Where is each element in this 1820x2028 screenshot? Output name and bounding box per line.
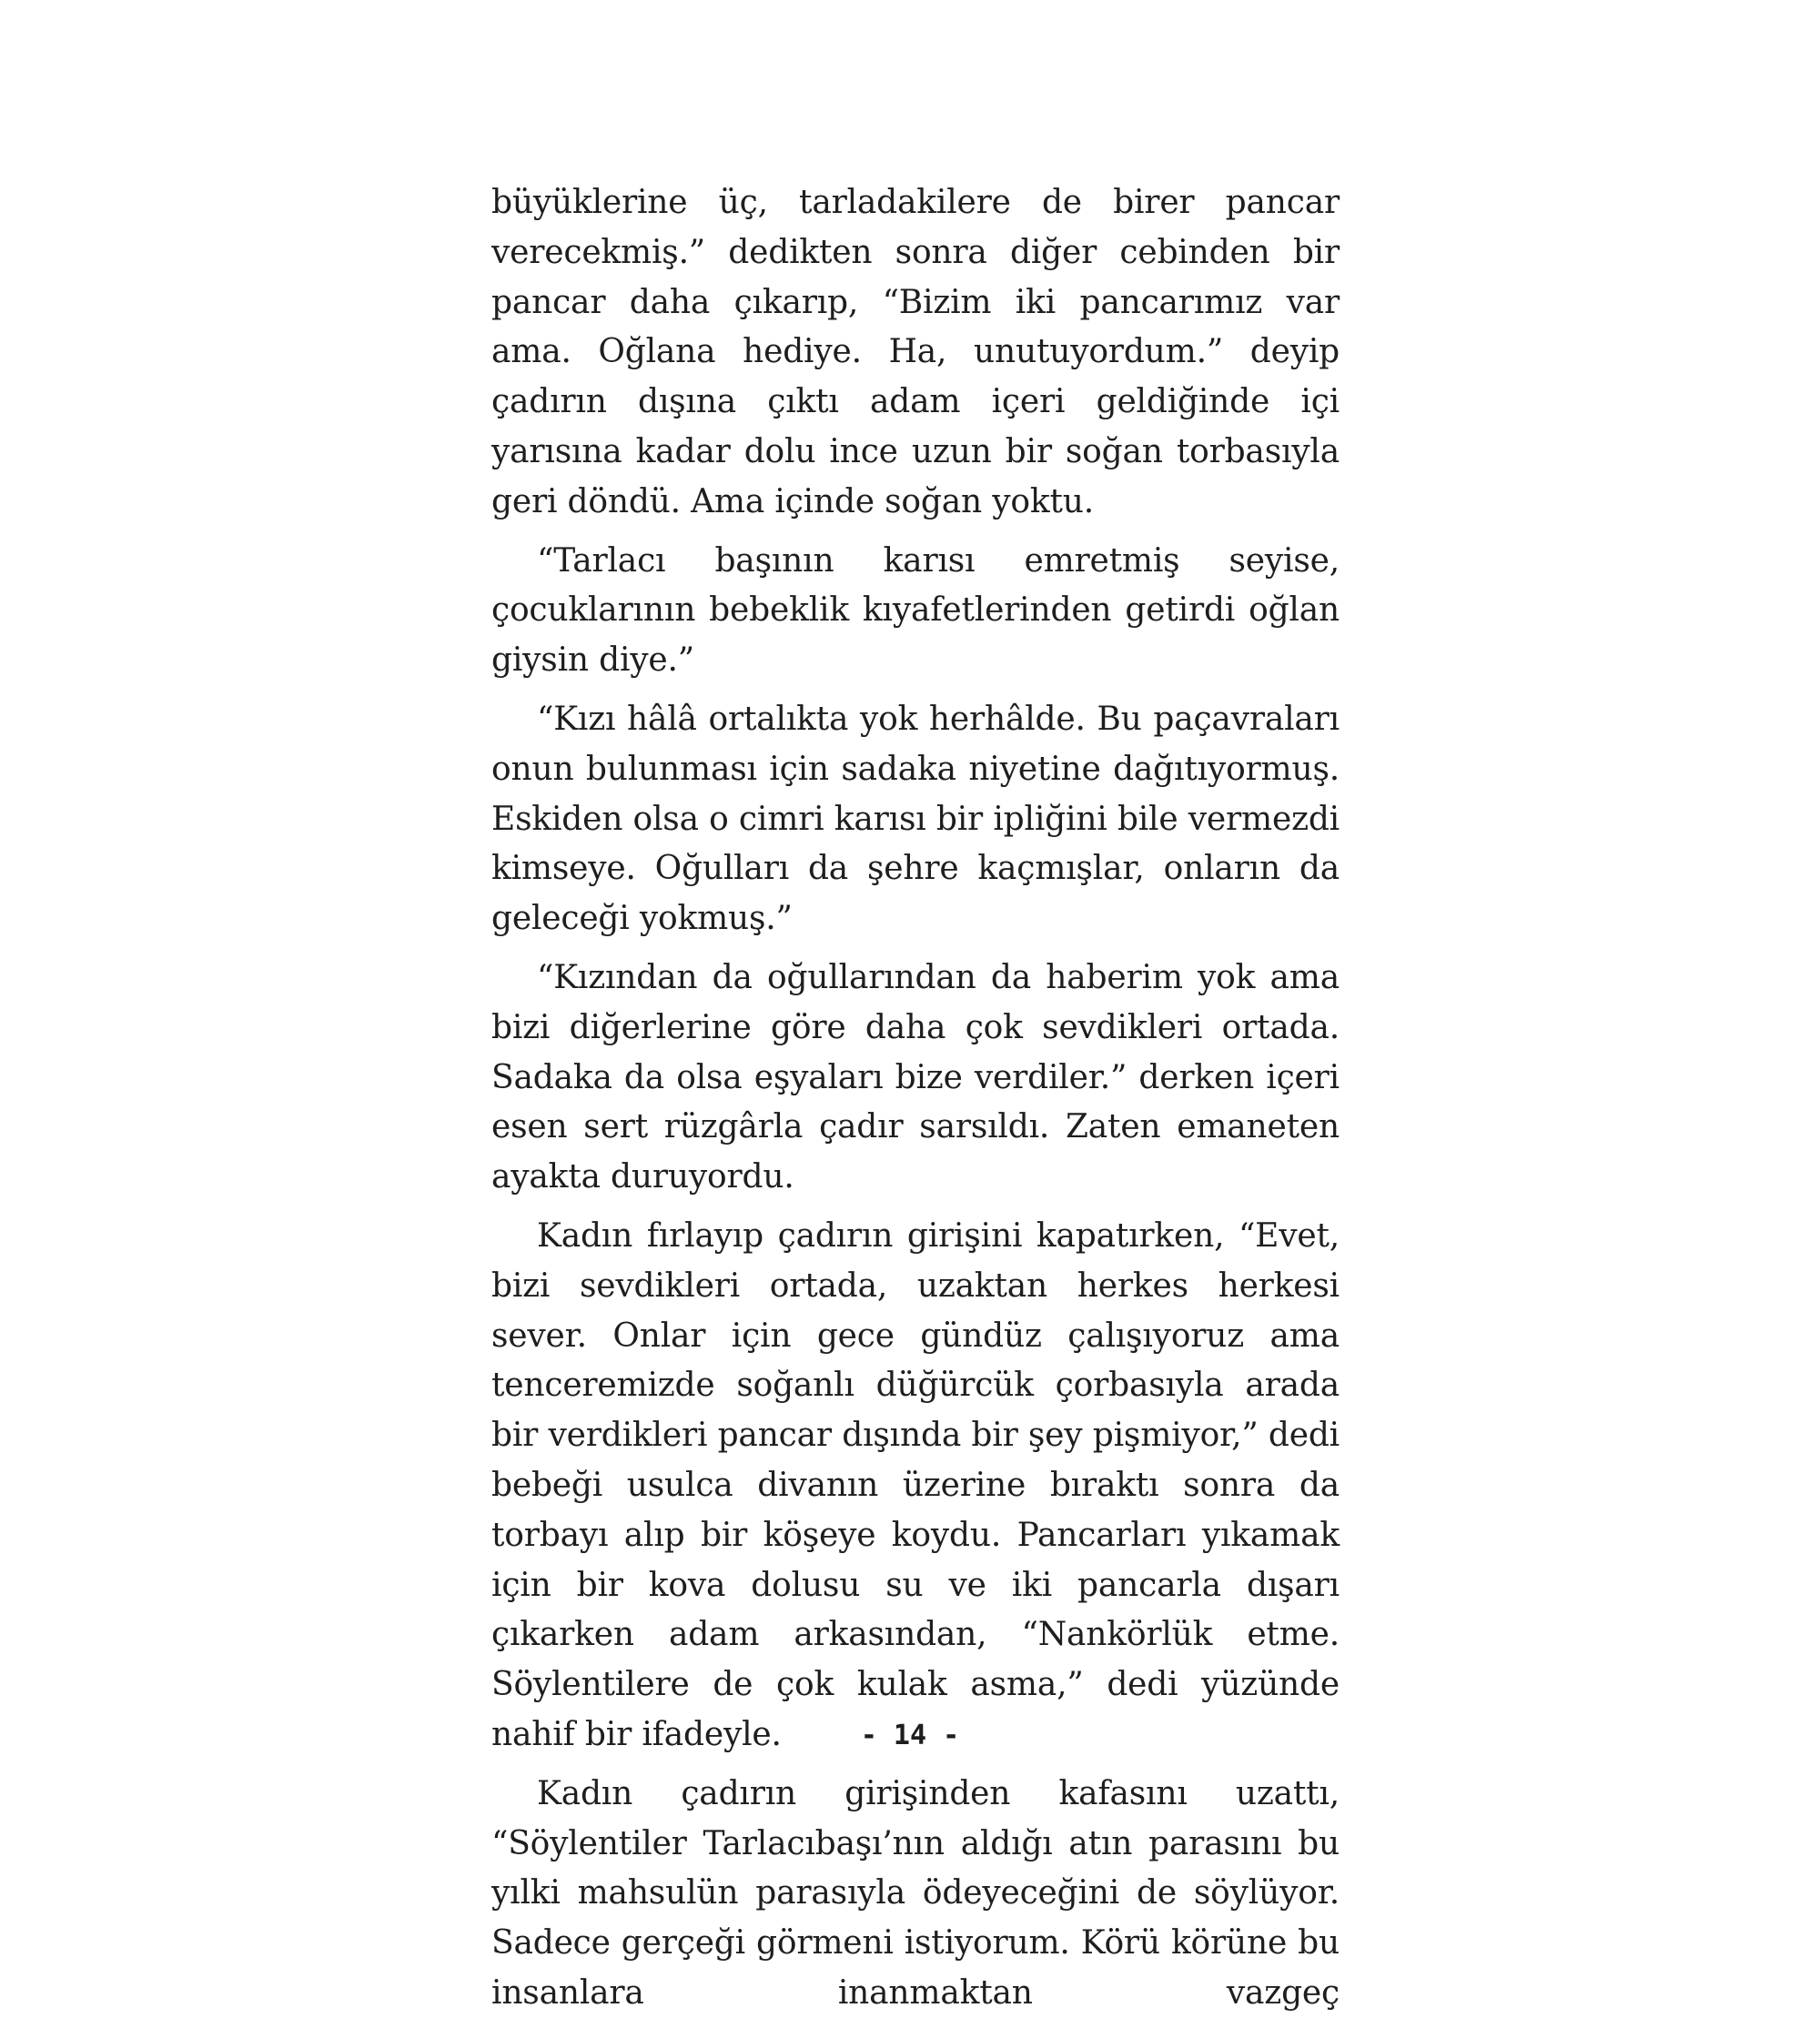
paragraph-6: Kadın çadırın girişinden kafasını uzattı, “Söylentiler Tarlacıbaşı’nın aldığı atın parasını bu yılki mahsulün parasıyla ödeyeceğini de söylüyor. Sadece gerçeği görmeni istiyorum. Körü körüne bu insanlara inanmaktan vazgeç xyxy=(491,1774,1340,2012)
paragraph-3: “Kızı hâlâ ortalıkta yok herhâlde. Bu paçavraları onun bulunması için sadaka niyetine dağıtıyormuş. Eskiden olsa o cimri karısı bir ipliğini bile vermezdi kimseye. Oğulları da şehre kaçmışlar, onların da geleceği yokmuş.” xyxy=(491,700,1340,938)
paragraph-5: Kadın fırlayıp çadırın girişini kapatırken, “Evet, bizi sevdikleri ortada, uzaktan herkes herkesi sever. Onlar için gece gündüz çalışıyoruz ama tenceremizde soğanlı düğürcük çorbasıyla arada bir verdikleri pancar dışında bir şey pişmiyor,” dedi bebeği usulca divanın üzerine bıraktı sonra da torbayı alıp bir köşeye koydu. Pancarları yıkamak için bir kova dolusu su ve iki pancarla dışarı çıkarken adam arkasından, “Nankörlük etme. Söylentilere de çok kulak asma,” dedi yüzünde nahif bir ifadeyle. xyxy=(491,1216,1340,1753)
page-number: - 14 - xyxy=(860,1720,960,1751)
paragraph-4: “Kızından da oğullarından da haberim yok ama bizi diğerlerine göre daha çok sevdikleri ortada. Sadaka da olsa eşyaları bize verdiler.” derken içeri esen sert rüzgârla çadır sarsıldı. Zaten emaneten ayakta duruyordu. xyxy=(491,958,1340,1196)
paragraph-1: büyüklerine üç, tarladakilere de birer pancar verecekmiş.” dedikten sonra diğer cebinden bir pancar daha çıkarıp, “Bizim iki pancarımız var ama. Oğlana hediye. Ha, unutuyordum.” deyip çadırın dışına çıktı adam içeri geldiğinde içi yarısına kadar dolu ince uzun bir soğan torbasıyla geri döndü. Ama içinde soğan yoktu. xyxy=(491,184,1340,520)
paragraph-2: “Tarlacı başının karısı emretmiş seyise, çocuklarının bebeklik kıyafetlerinden getirdi oğlan giysin diye.” xyxy=(491,541,1340,680)
